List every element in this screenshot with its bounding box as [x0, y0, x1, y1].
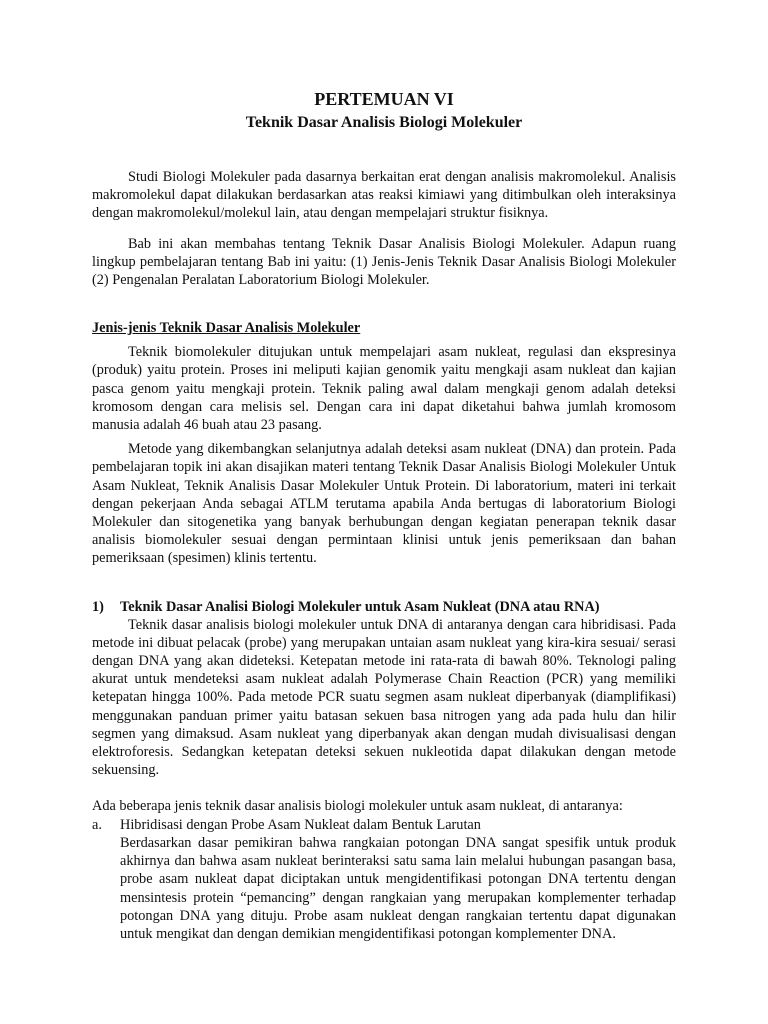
sub-item-a-body: Berdasarkan dasar pemikiran bahwa rangkaian potongan DNA sangat spesifik untuk produk akhirnya dan bahwa asam nukleat berinteraksi satu sama lain melalui hubungan pasangan basa, probe asam nukleat dapat diciptakan untuk mengidentifikasi potongan DNA tertentu dengan mensintesis protein “pemancing” dengan rangkaian yang merupakan komplementer terhadap potongan DNA yang dituju. Probe asam nukleat dengan rangkaian tertentu dapat digunakan untuk mengikat dan dengan demikian mengidentifikasi potongan komplementer DNA.: [120, 834, 676, 942]
intro-paragraph-1: Studi Biologi Molekuler pada dasarnya berkaitan erat dengan analisis makromolekul. Analisis makromolekul dapat dilakukan berdasarkan atas reaksi kimiawi yang ditimbulkan oleh interaksinya dengan makromolekul/molekul lain, atau dengan mempelajari struktur fisiknya.: [92, 169, 676, 222]
section1-paragraph-2: Metode yang dikembangkan selanjutnya adalah deteksi asam nukleat (DNA) dan protein. Pada pembelajaran topik ini akan disajikan materi tentang Teknik Dasar Analisis Biologi Molekuler Untuk Asam Nukleat, Teknik Analisis Dasar Molekuler Untuk Protein. Di laboratorium, materi ini terkait dengan pekerjaan Anda sebagai ATLM terutama apabila Anda bertugas di laboratorium Biologi Molekuler dan sitogenetika yang banyak berhubungan dengan kegiatan penerapan teknik dasar analisis biomolekuler sesuai dengan permintaan klinisi untuk jenis pemeriksaan dan bahan pemeriksaan (spesimen) klinis tertentu.: [92, 441, 676, 567]
sub-item-marker: a.: [92, 816, 102, 833]
numbered1-paragraph-2: Ada beberapa jenis teknik dasar analisis biologi molekuler untuk asam nukleat, di antaranya:: [92, 798, 623, 815]
intro-paragraph-2: Bab ini akan membahas tentang Teknik Dasar Analisis Biologi Molekuler. Adapun ruang lingkup pembelajaran tentang Bab ini yaitu: (1) Jenis-Jenis Teknik Dasar Analisis Biologi Molekuler (2) Pengenalan Peralatan Laboratorium Biologi Molekuler.: [92, 235, 676, 289]
sub-item-heading-text: Hibridisasi dengan Probe Asam Nukleat dalam Bentuk Larutan: [120, 816, 481, 833]
section-heading-jenis-teknik: Jenis-jenis Teknik Dasar Analisis Molekuler: [92, 320, 361, 337]
page-subtitle: Teknik Dasar Analisis Biologi Molekuler: [245, 114, 523, 131]
numbered1-paragraph-1: Teknik dasar analisis biologi molekuler untuk DNA di antaranya dengan cara hibridisasi. Pada metode ini dibuat pelacak (probe) yang merupakan untaian asam nukleat yang kira-kira sesuai/ serasi dengan DNA yang akan dideteksi. Ketepatan metode ini rata-rata di bawah 80%. Teknologi paling akurat untuk mendeteksi asam nukleat adalah Polymerase Chain Reaction (PCR) yang memiliki ketepatan hingga 100%. Pada metode PCR suatu segmen asam nukleat diperbanyak (diamplifikasi) menggunakan panduan primer yaitu batasan sekuen basa nitrogen yang ada pada hulu dan hilir segmen yang dimaksud. Asam nukleat yang diperbanyak akan dengan mudah divisualisasi dengan elektroforesis. Sedangkan ketepatan deteksi sekuen nukleotida dapat dilakukan dengan metode sekuensing.: [92, 616, 676, 779]
page-title: PERTEMUAN VI: [314, 89, 454, 109]
numbered-heading-text: Teknik Dasar Analisi Biologi Molekuler untuk Asam Nukleat (DNA atau RNA): [120, 598, 600, 615]
sub-item-a-heading: [92, 816, 676, 834]
section1-paragraph-1: Teknik biomolekuler ditujukan untuk mempelajari asam nukleat, regulasi dan ekspresinya (produk) yaitu protein. Proses ini meliputi kajian genomik yaitu mengkaji asam nukleat dan kajian pasca genom yaitu mengkaji protein. Teknik paling awal dalam mengkaji genom adalah deteksi kromosom dengan cara melisis sel. Dengan cara ini dapat diketahui bahwa jumlah kromosom manusia adalah 46 buah atau 23 pasang.: [92, 344, 676, 434]
numbered-heading-asam-nukleat: [92, 598, 676, 616]
numbered-marker: 1): [92, 598, 104, 615]
